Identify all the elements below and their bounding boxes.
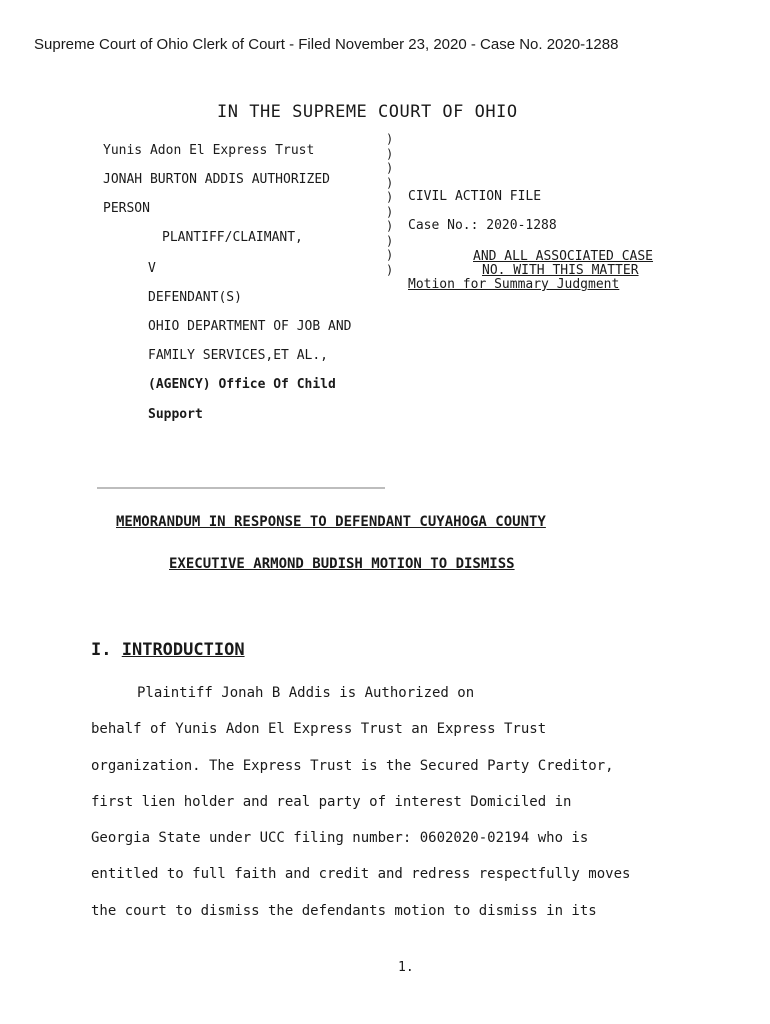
section-title: INTRODUCTION	[121, 640, 245, 660]
civil-action-label: CIVIL ACTION FILE	[408, 189, 542, 204]
defendant-name-line1: OHIO DEPARTMENT OF JOB AND	[148, 319, 352, 334]
plaintiff-person: PERSON	[103, 201, 150, 216]
body-line: first lien holder and real party of interest Domiciled in	[91, 794, 572, 810]
body-line: Plaintiff Jonah B Addis is Authorized on	[137, 685, 475, 701]
associated-case-line2: NO. WITH THIS MATTER	[482, 263, 639, 278]
court-title: IN THE SUPREME COURT OF OHIO	[217, 102, 518, 122]
section-heading	[91, 640, 245, 660]
versus: V	[148, 261, 156, 276]
section-number: I.	[91, 640, 112, 660]
caption-divider: ) ) ) ) ) ) ) ) ) )	[386, 132, 394, 277]
body-line: the court to dismiss the defendants motion to dismiss in its	[91, 903, 597, 919]
defendant-agency-line1: (AGENCY) Office Of Child	[148, 377, 336, 392]
body-line: behalf of Yunis Adon El Express Trust an Express Trust	[91, 721, 547, 737]
associated-case-line1: AND ALL ASSOCIATED CASE	[473, 249, 654, 264]
body-line: organization. The Express Trust is the Secured Party Creditor,	[91, 758, 614, 774]
body-line: entitled to full faith and credit and redress respectfully moves	[91, 866, 631, 882]
defendant-name-line2: FAMILY SERVICES,ET AL.,	[148, 348, 329, 363]
caption-rule	[97, 487, 385, 489]
filing-header: Supreme Court of Ohio Clerk of Court - Filed November 23, 2020 - Case No. 2020-1288	[34, 36, 619, 53]
defendant-role: DEFENDANT(S)	[148, 290, 242, 305]
memo-title-line2: EXECUTIVE ARMOND BUDISH MOTION TO DISMISS	[169, 556, 515, 572]
defendant-agency-line2: Support	[148, 407, 203, 422]
motion-title: Motion for Summary Judgment	[408, 277, 620, 292]
body-line: Georgia State under UCC filing number: 0602020-02194 who is	[91, 830, 589, 846]
case-number: Case No.: 2020-1288	[408, 218, 557, 233]
memo-title-line1: MEMORANDUM IN RESPONSE TO DEFENDANT CUYAHOGA COUNTY	[116, 514, 546, 530]
page-number: 1.	[398, 960, 414, 975]
plaintiff-name: Yunis Adon El Express Trust	[103, 143, 315, 158]
plaintiff-role: PLANTIFF/CLAIMANT,	[162, 230, 303, 245]
plaintiff-authorized: JONAH BURTON ADDIS AUTHORIZED	[103, 172, 330, 187]
